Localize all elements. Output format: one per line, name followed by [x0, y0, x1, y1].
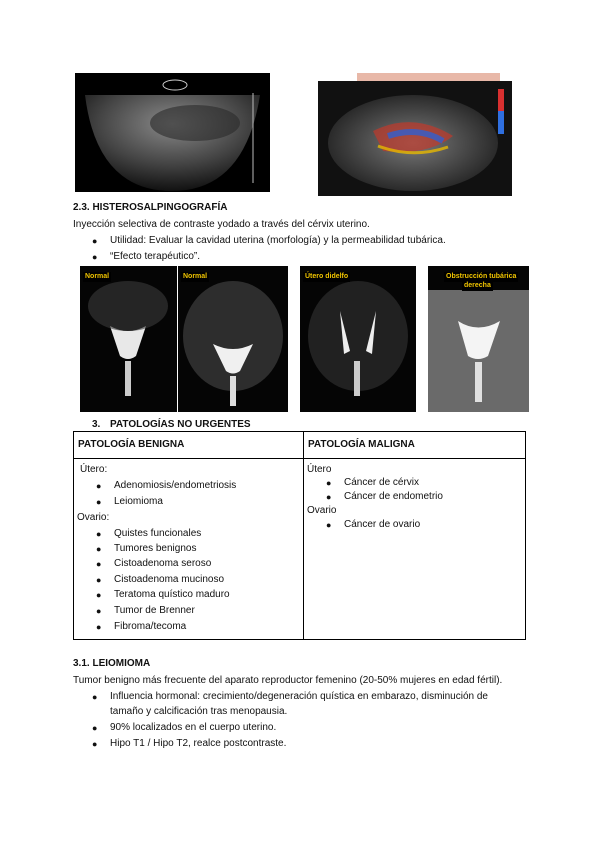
bullet-dot: ●: [326, 520, 332, 530]
bullet-dot: ●: [92, 692, 98, 702]
hsg-image-tubal-obstruction: [428, 266, 529, 412]
list-item: Tumor de Brenner: [114, 605, 195, 616]
bullet-dot: ●: [92, 252, 98, 262]
list-item: Leiomioma: [114, 496, 163, 507]
bullet-dot: ●: [92, 739, 98, 749]
hsg-label: Obstrucción tubárica: [446, 273, 517, 280]
bullet-dot: ●: [326, 492, 332, 502]
bullet-dot: ●: [96, 529, 102, 539]
list-item: Adenomiosis/endometriosis: [114, 480, 237, 491]
leiomyoma-intro: Tumor benigno más frecuente del aparato reproductor femenino (20-50% mujeres en edad fértil).: [73, 675, 503, 686]
list-item: Quistes funcionales: [114, 528, 202, 539]
section-number: 3.: [92, 419, 101, 430]
bullet-dot: ●: [96, 606, 102, 616]
section-heading-hsg: 2.3. HISTEROSALPINGOGRAFÍA: [73, 202, 228, 213]
section-heading-non-urgent: PATOLOGÍAS NO URGENTES: [110, 419, 251, 430]
hsg-image-didelphys: [300, 266, 416, 412]
malignant-cell: [304, 459, 526, 640]
pathology-table: [73, 431, 526, 640]
ultrasound-probe-photo: [357, 73, 500, 81]
hsg-label: Normal: [85, 273, 110, 280]
leiomyoma-bullet: Influencia hormonal: crecimiento/degeneración quística en embarazo, disminución de: [110, 691, 488, 702]
table-header-malignant: PATOLOGÍA MALIGNA: [304, 432, 526, 459]
label-uterus: Útero: [307, 464, 332, 475]
leiomyoma-bullet-continued: tamaño y calcificación tras menopausia.: [110, 706, 288, 717]
bullet-dot: ●: [92, 723, 98, 733]
list-item: Teratoma quístico maduro: [114, 589, 230, 600]
bullet-dot: ●: [96, 590, 102, 600]
list-item: Cáncer de endometrio: [344, 491, 443, 502]
list-item: Tumores benignos: [114, 543, 197, 554]
hsg-image-normal-2: [178, 266, 288, 412]
hsg-bullet: “Efecto terapéutico”.: [110, 251, 201, 262]
table-header-benign: PATOLOGÍA BENIGNA: [74, 432, 304, 459]
hsg-label: Útero didelfo: [305, 273, 349, 280]
list-item: Cáncer de ovario: [344, 519, 421, 530]
ultrasound-image-doppler: [318, 81, 512, 196]
leiomyoma-bullet: Hipo T1 / Hipo T2, realce postcontraste.: [110, 738, 287, 749]
bullet-dot: ●: [96, 544, 102, 554]
bullet-dot: ●: [96, 497, 102, 507]
doppler-graphic: [318, 81, 512, 196]
list-item: Cáncer de cérvix: [344, 477, 420, 488]
label-uterus: Útero:: [80, 464, 108, 475]
hsg-label: Normal: [183, 273, 208, 280]
leiomyoma-bullet: 90% localizados en el cuerpo uterino.: [110, 722, 277, 733]
label-ovary: Ovario:: [77, 512, 110, 523]
list-item: Cistoadenoma seroso: [114, 558, 212, 569]
bullet-dot: ●: [96, 622, 102, 632]
ultrasound-image-left: [75, 73, 270, 192]
ultrasound-graphic: [75, 73, 270, 192]
list-item: Cistoadenoma mucinoso: [114, 574, 225, 585]
hsg-image-normal-1: [80, 266, 177, 412]
section-heading-leiomyoma: 3.1. LEIOMIOMA: [73, 658, 151, 669]
bullet-dot: ●: [96, 559, 102, 569]
label-ovary: Ovario: [307, 505, 337, 516]
hsg-bullet: Utilidad: Evaluar la cavidad uterina (morfología) y la permeabilidad tubárica.: [110, 235, 446, 246]
hsg-label: derecha: [464, 282, 491, 289]
bullet-dot: ●: [92, 236, 98, 246]
hsg-intro: Inyección selectiva de contraste yodado a través del cérvix uterino.: [73, 219, 370, 230]
bullet-dot: ●: [96, 575, 102, 585]
bullet-dot: ●: [96, 481, 102, 491]
list-item: Fibroma/tecoma: [114, 621, 187, 632]
benign-cell: [74, 459, 304, 640]
bullet-dot: ●: [326, 478, 332, 488]
